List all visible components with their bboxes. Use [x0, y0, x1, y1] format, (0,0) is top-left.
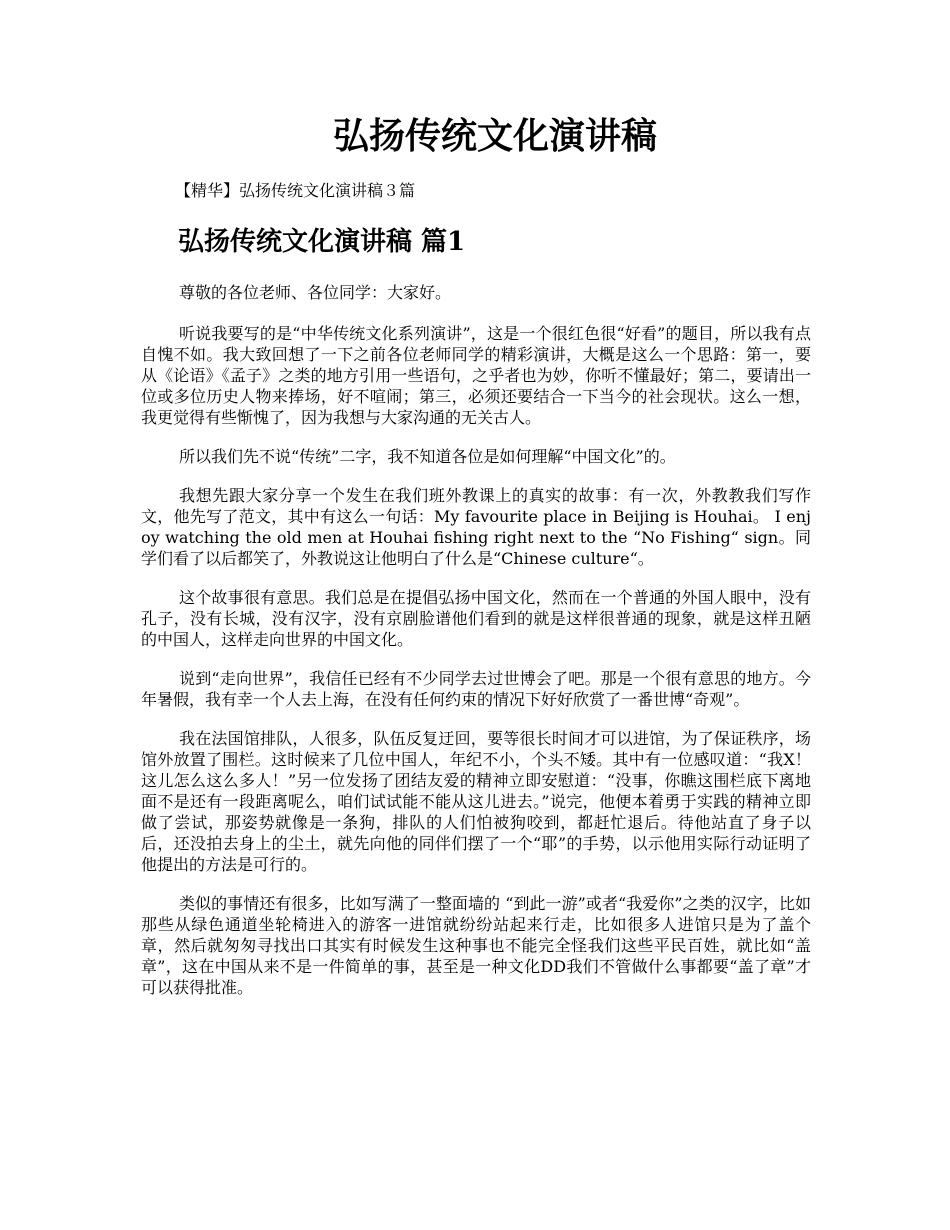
- paragraph: 我想先跟大家分享一个发生在我们班外教课上的真实的故事：有一次，外教教我们写作文，他先写了范文，其中有这么一句话：My favourite place in Beijing is Houhai。 I enjoy watching the old men at Houhai fishing right next to the “No Fishing“ sign。同学们看了以后都笑了，外教说这让他明白了什么是“Chinese culture“。: [141, 486, 811, 568]
- paragraph: 这个故事很有意思。我们总是在提倡弘扬中国文化，然而在一个普通的外国人眼中，没有孔子，没有长城，没有汉字，没有京剧脸谱他们看到的就是这样很普通的现象，就是这样丑陋的中国人，这样走向世界的中国文化。: [141, 588, 811, 649]
- paragraph: 说到“走向世界”，我信任已经有不少同学去过世博会了吧。那是一个很有意思的地方。今年暑假，我有幸一个人去上海，在没有任何约束的情况下好好欣赏了一番世博“奇观”。: [141, 669, 811, 709]
- paragraph: 尊敬的各位老师、各位同学：大家好。: [179, 283, 452, 302]
- paragraph: 听说我要写的是“中华传统文化系列演讲”，这是一个很红色很“好看”的题目，所以我有点自愧不如。我大致回想了一下之前各位老师同学的精彩演讲，大概是这么一个思路：第一，要从《论语》《孟子》之类的地方引用一些语句，之乎者也为妙，你听不懂最好；第二，要请出一位或多位历史人物来捧场，好不喧闹；第三，必须还要结合一下当今的社会现状。这么一想，我更觉得有些惭愧了，因为我想与大家沟通的无关古人。: [141, 324, 811, 427]
- paragraph: 我在法国馆排队，人很多，队伍反复迂回，要等很长时间才可以进馆，为了保证秩序，场馆外放置了围栏。这时候来了几位中国人，年纪不小，个头不矮。其中有一位感叹道：“我X！这儿怎么这么多人！”另一位发扬了团结友爱的精神立即安慰道：“没事，你瞧这围栏底下离地面不是还有一段距离呢么，咱们试试能不能从这儿进去。”说完，他便本着勇于实践的精神立即做了尝试，那姿势就像是一条狗，排队的人们怕被狗咬到，都赶忙退后。待他站直了身子以后，还没拍去身上的尘土，就先向他的同伴们摆了一个“耶”的手势，以示他用实际行动证明了他提出的方法是可行的。: [141, 729, 811, 874]
- document-title: 弘扬传统文化演讲稿: [332, 115, 657, 157]
- paragraph: 所以我们先不说“传统”二字，我不知道各位是如何理解“中国文化”的。: [179, 447, 676, 466]
- document-subtitle: 【精华】弘扬传统文化演讲稿３篇: [175, 181, 416, 200]
- section-heading: 弘扬传统文化演讲稿 篇1: [178, 227, 466, 257]
- document-body: [141, 282, 811, 1016]
- paragraph: 类似的事情还有很多，比如写满了一整面墙的 “到此一游”或者“我爱你”之类的汉字，比如那些从绿色通道坐轮椅进入的游客一进馆就纷纷站起来行走，比如很多人进馆只是为了盖个章，然后就匆匆寻找出口其实有时候发生这种事也不能完全怪我们这些平民百姓，就比如“盖章”，这在中国从来不是一件简单的事，甚至是一种文化DD我们不管做什么事都要“盖了章”才可以获得批准。: [141, 894, 811, 997]
